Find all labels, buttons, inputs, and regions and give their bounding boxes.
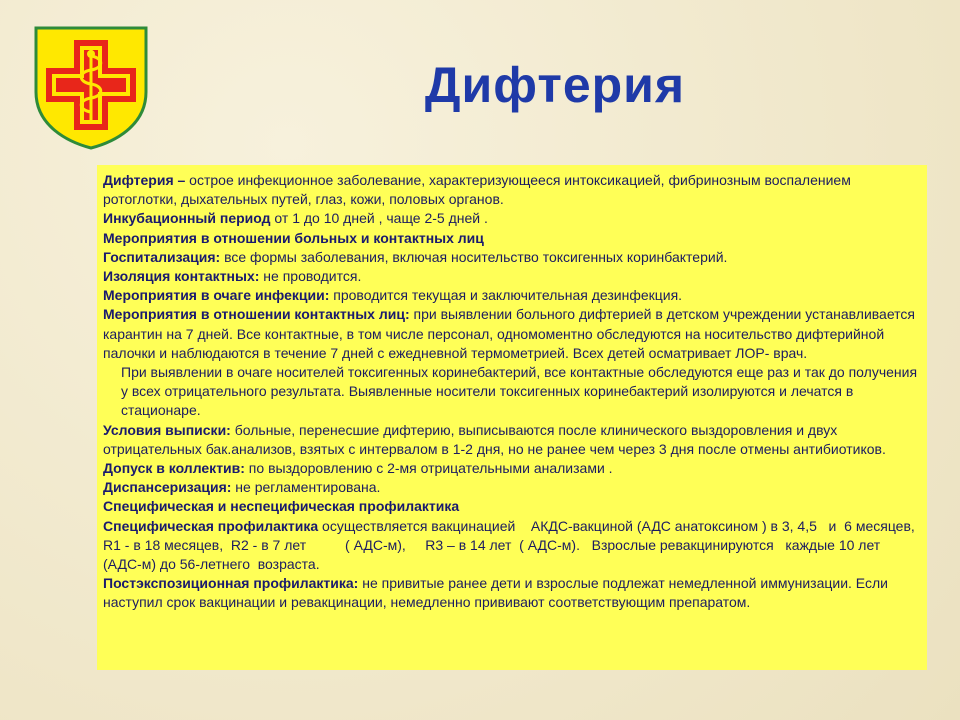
paragraph-specific-prophylaxis: Специфическая профилактика осуществляется вакцинацией АКДС-вакциной (АДС анатоксином ) в 3, 4,5 и 6 месяцев, R1 - в 18 месяцев, R2 - в 7 лет ( АДС-м), R3 – в 14 лет ( АДС-м). Взрослые ревакцинируются каждые 10 лет (АДС-м) до 56-летнего возраста. xyxy=(103,517,923,573)
paragraph-carriers: При выявлении в очаге носителей токсигенных коринебактерий, все контактные обследуются еще раз и так до получения у всех отрицательного результата. Выявленные носители токсигенных коринебактерий изолируются и лечатся в стационаре. xyxy=(121,364,918,419)
paragraph-isolation: Изоляция контактных: не проводится. xyxy=(103,268,362,285)
content-box xyxy=(97,165,927,670)
paragraph-measures-heading: Мероприятия в отношении больных и контактных лиц xyxy=(103,229,484,246)
paragraph-incubation: Инкубационный период от 1 до 10 дней , чаще 2-5 дней . xyxy=(103,210,488,227)
paragraph-hospitalization: Госпитализация: все формы заболевания, включая носительство токсигенных коринбактерий. xyxy=(103,248,728,265)
paragraph-admission: Допуск в коллектив: по выздоровлению с 2-мя отрицательными анализами . xyxy=(103,460,613,477)
paragraph-focus-measures: Мероприятия в очаге инфекции: проводится текущая и заключительная дезинфекция. xyxy=(103,287,683,304)
paragraph-discharge: Условия выписки: больные, перенесшие дифтерию, выписываются после клинического выздоровления и двух отрицательных бак.анализов, взятых с интервалом в 1-2 дня, но не ранее чем через 3 дня после отмены антибиотиков. xyxy=(103,421,886,457)
paragraph-contact-measures: Мероприятия в отношении контактных лиц: при выявлении больного дифтерией в детском учреждении устанавливается карантин на 7 дней. Все контактные, в том числе персонал, одномоментно обследуются на носительство дифтерийной палочки и наблюдаются в течение 7 дней с ежедневной термометрией. Всех детей осматривает ЛОР- врач. xyxy=(103,306,915,361)
page-title: Дифтерия xyxy=(424,57,686,113)
paragraph-definition: Дифтерия – острое инфекционное заболевание, характеризующееся интоксикацией, фибринозным воспалением ротоглотки, дыхательных путей, глаз, кожи, половых органов. xyxy=(103,172,851,208)
paragraph-postexposure: Постэкспозиционная профилактика: не привитые ранее дети и взрослые подлежат немедленной иммунизации. Если наступил срок вакцинации и ревакцинации, немедленно прививают соответствующим препаратом. xyxy=(103,575,888,611)
paragraph-dispensary: Диспансеризация: не регламентирована. xyxy=(103,479,381,496)
paragraph-prophylaxis-heading: Специфическая и неспецифическая профилактика xyxy=(103,498,460,515)
